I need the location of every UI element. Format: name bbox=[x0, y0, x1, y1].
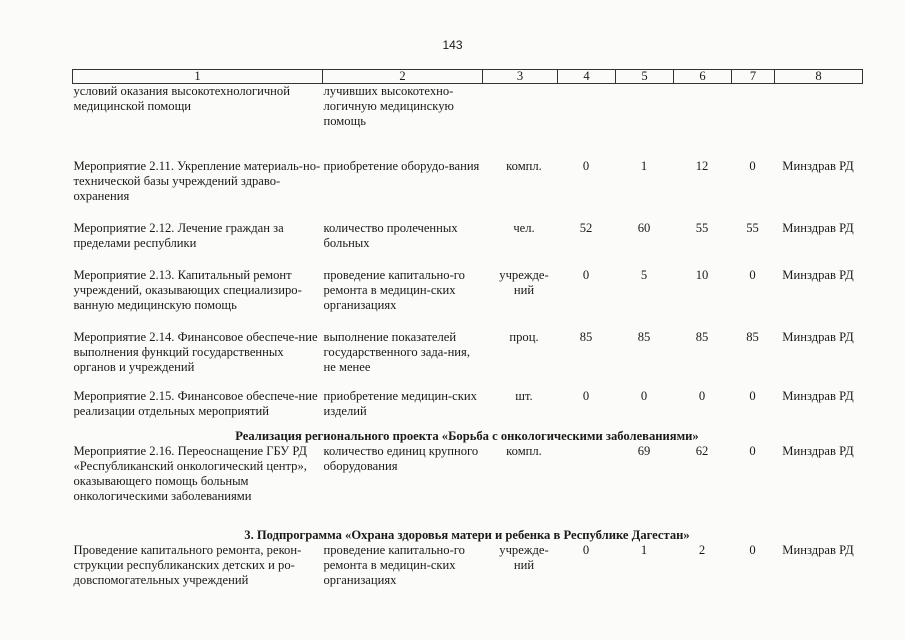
value-cell: 0 bbox=[582, 543, 590, 557]
indicator-cell: количество единиц крупного оборудования bbox=[323, 444, 479, 473]
value-cell: 10 bbox=[695, 268, 709, 282]
indicator-cell: приобретение медицин-ских изделий bbox=[323, 389, 477, 418]
value-cell: 0 bbox=[582, 389, 590, 403]
responsible-org-cell: Минздрав РД bbox=[782, 389, 854, 403]
responsible-org-cell: Минздрав РД bbox=[782, 330, 854, 344]
column-header-2: 2 bbox=[323, 70, 483, 84]
value-cell: 60 bbox=[637, 221, 651, 235]
activity-name-cell: Мероприятие 2.12. Лечение граждан за пределами республики bbox=[73, 221, 284, 250]
indicator-cell: лучивших высокотехно-логичную медицинскую помощь bbox=[323, 84, 454, 128]
value-cell: 0 bbox=[749, 268, 756, 282]
table-row bbox=[73, 159, 863, 221]
value-cell bbox=[674, 84, 732, 160]
indicators-table bbox=[72, 69, 863, 588]
activity-name-cell: Проведение капитального ремонта, рекон-струкции республиканских детских и ро-довспомогательных учреждений bbox=[73, 543, 302, 587]
value-cell: 85 bbox=[579, 330, 593, 344]
responsible-org-cell: Минздрав РД bbox=[782, 444, 854, 458]
value-cell: 12 bbox=[695, 159, 709, 173]
subprogram-heading-row bbox=[73, 504, 863, 543]
column-header-7: 7 bbox=[732, 70, 775, 84]
activity-name-cell: Мероприятие 2.11. Укрепление материаль-но-технической базы учреждений здраво-охранения bbox=[73, 159, 321, 203]
value-cell: 0 bbox=[698, 389, 706, 403]
table-row bbox=[73, 444, 863, 504]
activity-name-cell: условий оказания высокотехнологичной медицинской помощи bbox=[73, 84, 290, 113]
indicator-cell: приобретение оборудо-вания bbox=[323, 159, 480, 173]
value-cell bbox=[558, 444, 616, 504]
responsible-org-cell: Минздрав РД bbox=[782, 268, 854, 282]
value-cell: 85 bbox=[746, 330, 759, 344]
page-number: 143 bbox=[442, 38, 463, 52]
value-cell bbox=[616, 84, 674, 160]
value-cell: 0 bbox=[749, 444, 756, 458]
responsible-org-cell bbox=[775, 84, 863, 160]
activity-name-cell: Мероприятие 2.16. Переоснащение ГБУ РД «Республиканский онкологический центр», оказывающего помощь больным онкологическими заболеваниями bbox=[73, 444, 307, 503]
responsible-org-cell: Минздрав РД bbox=[782, 159, 854, 173]
unit-cell: чел. bbox=[513, 221, 535, 235]
indicator-cell: проведение капитально-го ремонта в медицин-ских организациях bbox=[323, 268, 465, 312]
table-row bbox=[73, 330, 863, 389]
indicator-cell: количество пролеченных больных bbox=[323, 221, 458, 250]
unit-cell: учрежде-ний bbox=[499, 268, 549, 297]
indicator-cell: выполнение показателей государственного зада-ния, не менее bbox=[323, 330, 470, 374]
table-row bbox=[73, 84, 863, 160]
value-cell bbox=[558, 84, 616, 160]
table-header-row bbox=[73, 70, 863, 84]
value-cell: 1 bbox=[640, 543, 648, 557]
unit-cell: проц. bbox=[509, 330, 539, 344]
value-cell: 0 bbox=[582, 159, 590, 173]
value-cell: 69 bbox=[637, 444, 651, 458]
unit-cell: шт. bbox=[515, 389, 533, 403]
table-row bbox=[73, 268, 863, 330]
table-row bbox=[73, 543, 863, 588]
activity-name-cell: Мероприятие 2.14. Финансовое обеспече-ние выполнения функций государственных органов и учреждений bbox=[73, 330, 318, 374]
section-heading-row bbox=[73, 419, 863, 444]
unit-cell: компл. bbox=[506, 159, 542, 173]
value-cell: 0 bbox=[582, 268, 590, 282]
indicator-cell: проведение капитально-го ремонта в медицин-ских организациях bbox=[323, 543, 465, 587]
value-cell: 85 bbox=[637, 330, 651, 344]
column-header-5: 5 bbox=[616, 70, 674, 84]
value-cell: 5 bbox=[640, 268, 648, 282]
value-cell: 55 bbox=[695, 221, 709, 235]
table-body bbox=[73, 84, 863, 589]
column-header-6: 6 bbox=[674, 70, 732, 84]
value-cell bbox=[732, 84, 775, 160]
value-cell: 2 bbox=[698, 543, 706, 557]
unit-cell: учрежде-ний bbox=[499, 543, 549, 572]
column-header-1: 1 bbox=[73, 70, 323, 84]
value-cell: 0 bbox=[749, 159, 756, 173]
unit-cell: компл. bbox=[506, 444, 542, 458]
value-cell: 0 bbox=[749, 389, 756, 403]
subprogram-heading: 3. Подпрограмма «Охрана здоровья матери и ребенка в Республике Дагестан» bbox=[244, 528, 690, 542]
table-row bbox=[73, 221, 863, 268]
unit-cell bbox=[483, 84, 558, 160]
value-cell: 85 bbox=[695, 330, 709, 344]
value-cell: 1 bbox=[640, 159, 648, 173]
value-cell: 0 bbox=[640, 389, 648, 403]
value-cell: 55 bbox=[746, 221, 759, 235]
column-header-3: 3 bbox=[483, 70, 558, 84]
column-header-4: 4 bbox=[558, 70, 616, 84]
section-heading: Реализация регионального проекта «Борьба с онкологическими заболеваниями» bbox=[235, 429, 699, 443]
value-cell: 52 bbox=[579, 221, 593, 235]
table-row bbox=[73, 389, 863, 419]
responsible-org-cell: Минздрав РД bbox=[782, 543, 854, 557]
value-cell: 62 bbox=[695, 444, 709, 458]
activity-name-cell: Мероприятие 2.13. Капитальный ремонт учреждений, оказывающих специализиро-ванную медицинскую помощь bbox=[73, 268, 302, 312]
value-cell: 0 bbox=[749, 543, 756, 557]
responsible-org-cell: Минздрав РД bbox=[782, 221, 854, 235]
activity-name-cell: Мероприятие 2.15. Финансовое обеспече-ние реализации отдельных мероприятий bbox=[73, 389, 318, 418]
column-header-8: 8 bbox=[775, 70, 863, 84]
